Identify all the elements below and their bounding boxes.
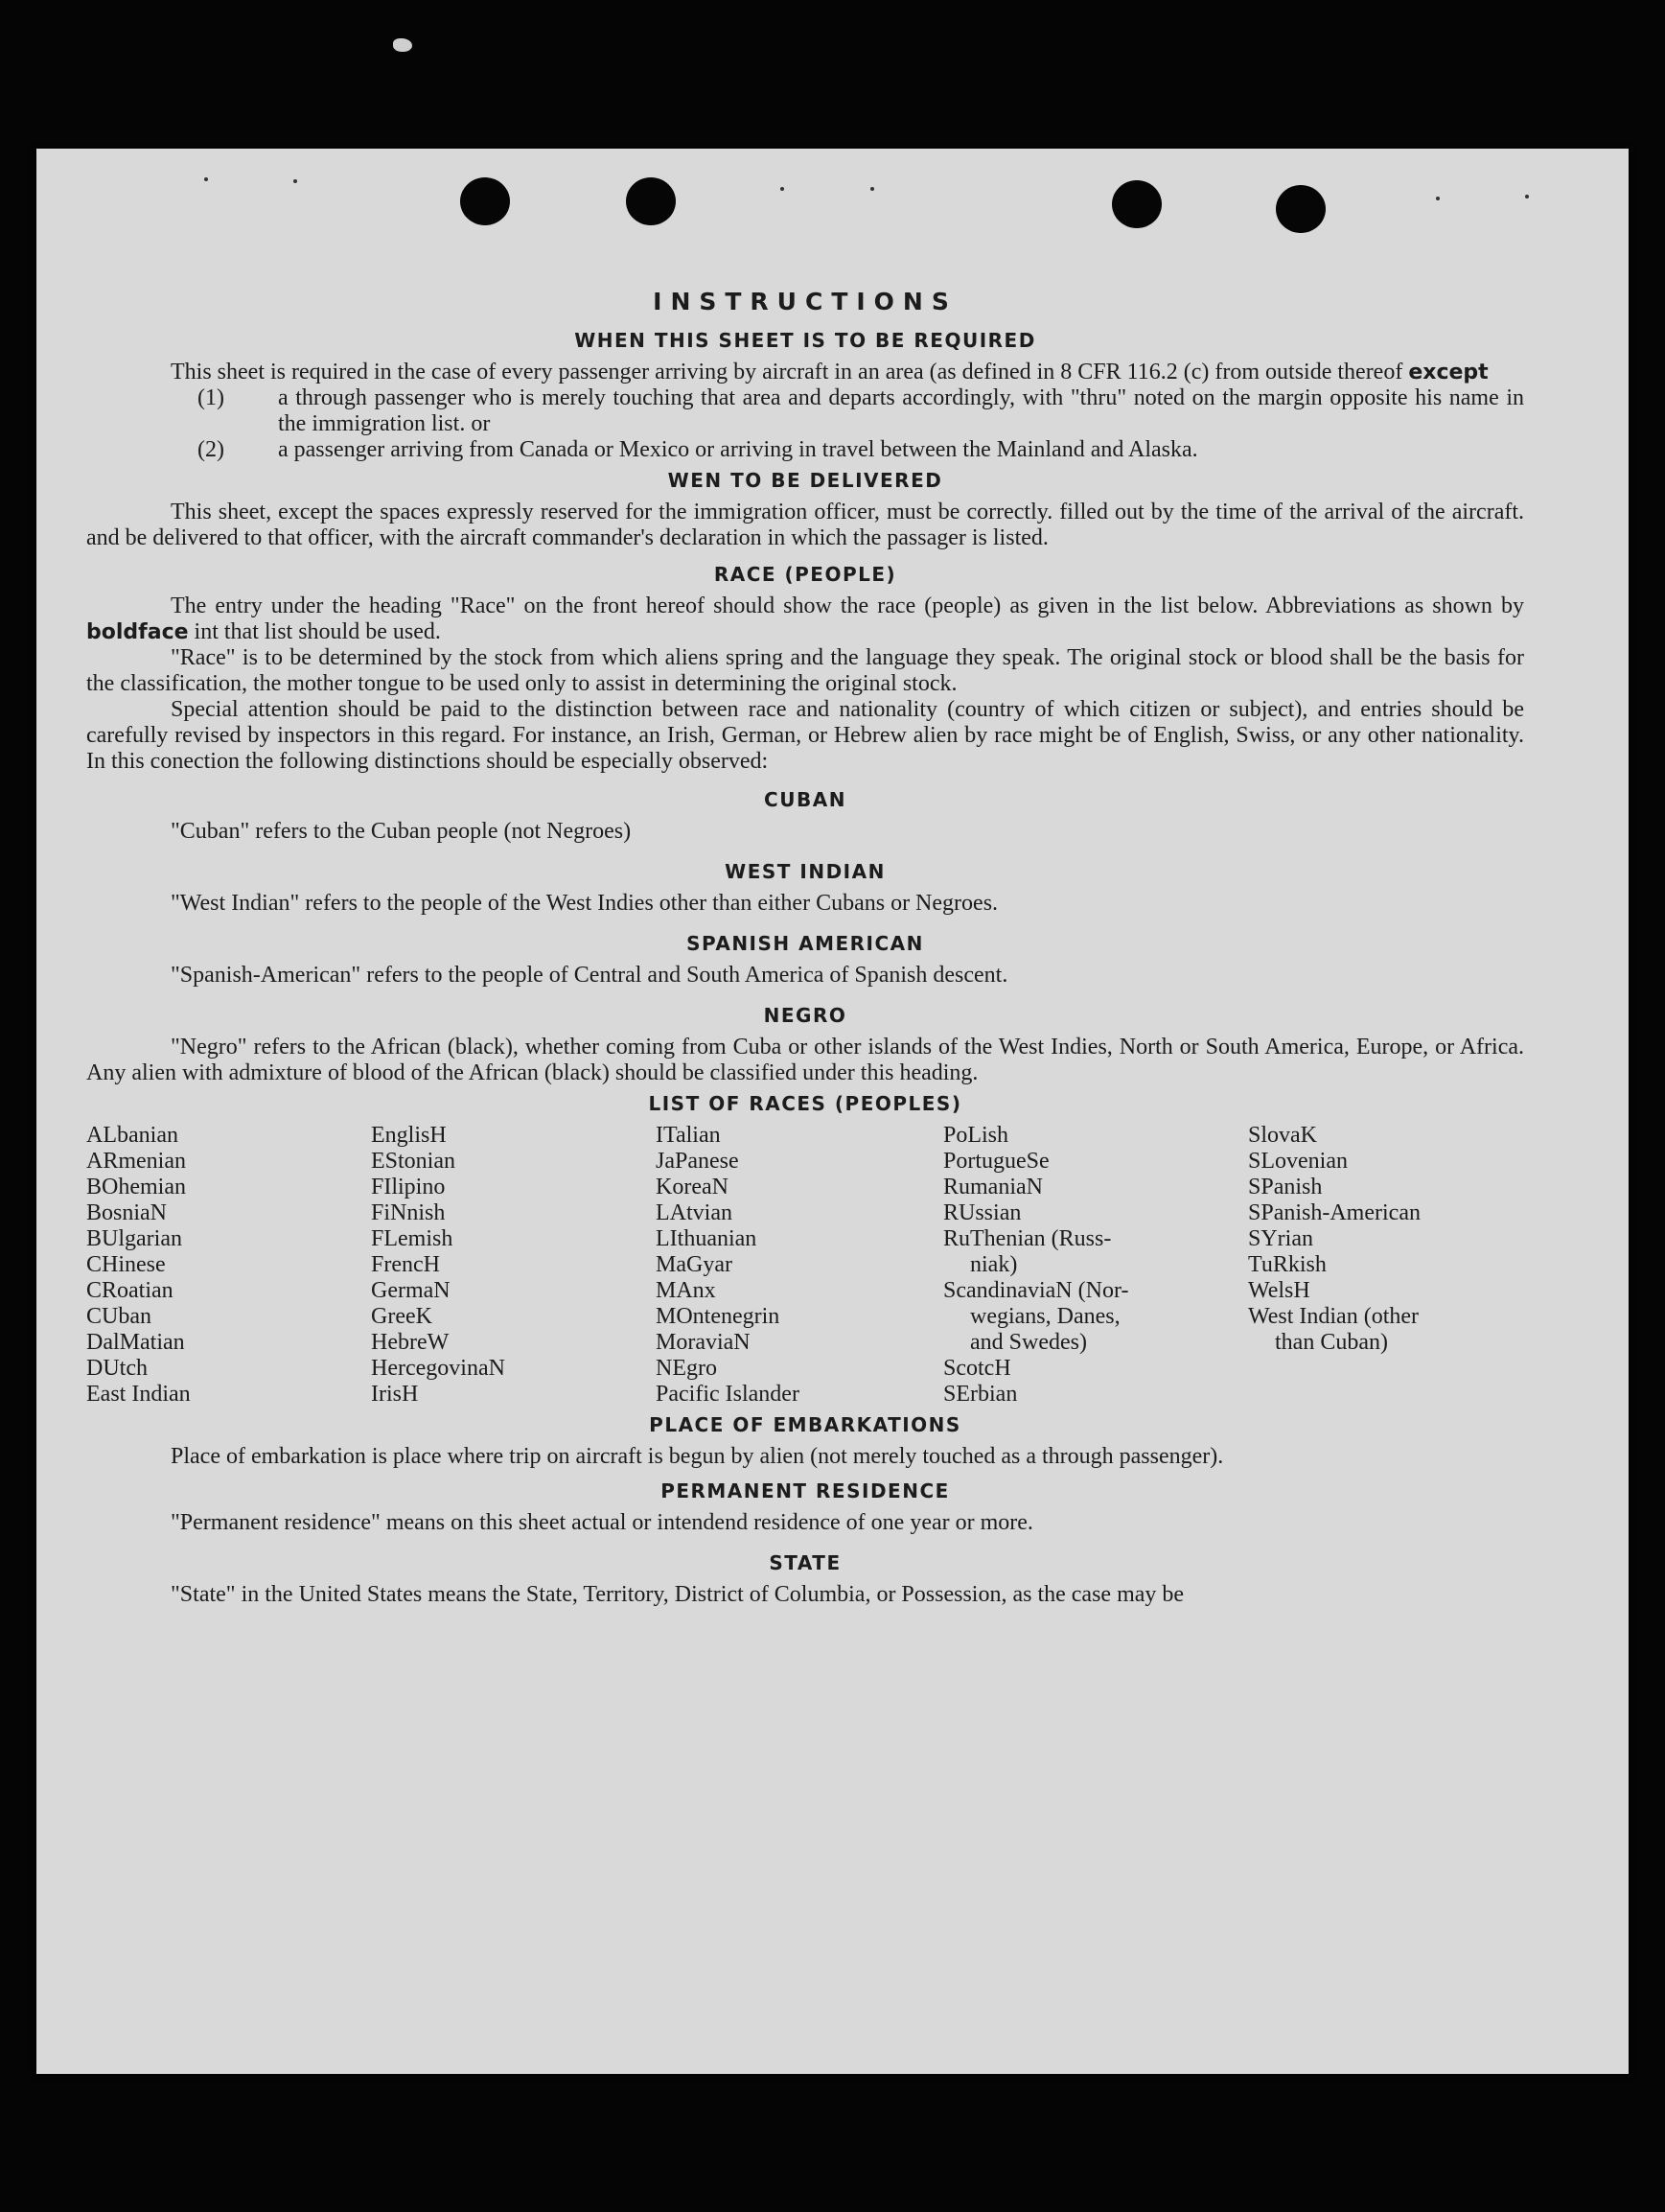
race-entry: SlovaK bbox=[1248, 1123, 1317, 1148]
race-entry: Pacific Islander bbox=[656, 1382, 799, 1407]
race-entry: RuThenian (Russ- bbox=[943, 1226, 1112, 1251]
paper-fleck bbox=[393, 38, 412, 52]
race-entry: RumaniaN bbox=[943, 1175, 1043, 1199]
race-entry: HercegovinaN bbox=[371, 1356, 505, 1381]
section-heading-residence: PERMANENT RESIDENCE bbox=[660, 1479, 950, 1502]
race-entry: LIthuanian bbox=[656, 1226, 757, 1251]
race-entry: CUban bbox=[86, 1304, 151, 1329]
section-heading-embarkation: PLACE OF EMBARKATIONS bbox=[649, 1413, 961, 1436]
race-entry: MaGyar bbox=[656, 1252, 732, 1277]
race-entry: KoreaN bbox=[656, 1175, 728, 1199]
race-entry: FIlipino bbox=[371, 1175, 446, 1199]
race-entry: MOntenegrin bbox=[656, 1304, 780, 1329]
cuban-text: "Cuban" refers to the Cuban people (not Negroes) bbox=[171, 819, 632, 844]
race-entry: PoLish bbox=[943, 1123, 1009, 1148]
race-entry: GreeK bbox=[371, 1304, 432, 1329]
state-text: "State" in the United States means the State, Territory, District of Columbia, or Possession, as the case may be bbox=[171, 1582, 1185, 1607]
race-column bbox=[943, 1123, 1248, 1408]
race-column bbox=[86, 1123, 371, 1408]
race-entry: HebreW bbox=[371, 1330, 450, 1355]
race-entry: SLovenian bbox=[1248, 1149, 1348, 1174]
spanish-american-text: "Spanish-American" refers to the people of Central and South America of Spanish descent. bbox=[171, 963, 1008, 988]
race-column bbox=[1248, 1123, 1497, 1408]
delivered-text: This sheet, except the spaces expressly reserved for the immigration officer, must be correctly. filled out by the time of the arrival of the aircraft. and be delivered to that officer, with the aircraft commander's declaration in which the passager is listed. bbox=[86, 500, 1524, 550]
instructions-content bbox=[86, 288, 1524, 1608]
race-entry: SErbian bbox=[943, 1382, 1018, 1407]
race-entry: GermaN bbox=[371, 1278, 451, 1303]
required-intro: This sheet is required in the case of every passenger arriving by aircraft in an area (as defined in 8 CFR 116.2 (c) from outside thereof except bbox=[171, 360, 1489, 384]
race-entry: DUtch bbox=[86, 1356, 148, 1381]
race-column bbox=[371, 1123, 656, 1408]
section-heading-west-indian: WEST INDIAN bbox=[725, 860, 886, 883]
race-entry: CRoatian bbox=[86, 1278, 173, 1303]
page-title: INSTRUCTIONS bbox=[653, 288, 958, 315]
race-entry: than Cuban) bbox=[1275, 1330, 1388, 1355]
race-entry: IrisH bbox=[371, 1382, 419, 1407]
speck bbox=[780, 187, 784, 191]
section-heading-race-list: LIST OF RACES (PEOPLES) bbox=[648, 1092, 962, 1115]
race-entry: LAtvian bbox=[656, 1200, 732, 1225]
exception-item: (1) a through passenger who is merely touching that area and departs accordingly, with "thru" noted on the margin opposite his name in the immigration list. or bbox=[197, 385, 1524, 436]
race-paragraph: The entry under the heading "Race" on the front hereof should show the race (people) as given in the list below. Abbreviations as shown by boldface int that list should be used. bbox=[86, 594, 1524, 644]
negro-text: "Negro" refers to the African (black), whether coming from Cuba or other islands of the West Indies, North or South America, Europe, or Africa. Any alien with admixture of blood of the African (black) should be classified under this heading. bbox=[86, 1035, 1524, 1085]
section-heading-negro: NEGRO bbox=[763, 1004, 847, 1027]
race-paragraph: Special attention should be paid to the distinction between race and nationality (country of which citizen or subject), and entries should be carefully revised by inspectors in this regard. For instance, an Irish, German, or Hebrew alien by race might be of English, Swiss, or any other nationality. In this conection the following distinctions should be especially observed: bbox=[86, 697, 1524, 774]
race-entry: West Indian (other bbox=[1248, 1304, 1420, 1329]
race-entry: TuRkish bbox=[1248, 1252, 1327, 1277]
race-entry: FiNnish bbox=[371, 1200, 446, 1225]
race-entry: ScotcH bbox=[943, 1356, 1011, 1381]
section-heading-spanish-american: SPANISH AMERICAN bbox=[686, 932, 924, 955]
residence-text: "Permanent residence" means on this sheet actual or intendend residence of one year or more. bbox=[171, 1510, 1033, 1535]
race-entry: ScandinaviaN (Nor- bbox=[943, 1278, 1129, 1303]
speck bbox=[1525, 195, 1529, 198]
race-entry: ITalian bbox=[656, 1123, 721, 1148]
race-entry: ARmenian bbox=[86, 1149, 186, 1174]
race-entry: BosniaN bbox=[86, 1200, 167, 1225]
west-indian-text: "West Indian" refers to the people of the West Indies other than either Cubans or Negroes. bbox=[171, 891, 999, 916]
race-entry: JaPanese bbox=[656, 1149, 739, 1174]
race-entry: ALbanian bbox=[86, 1123, 178, 1148]
race-entry: MoraviaN bbox=[656, 1330, 751, 1355]
section-heading-required: WHEN THIS SHEET IS TO BE REQUIRED bbox=[574, 329, 1036, 352]
punch-hole bbox=[1112, 180, 1162, 228]
race-entry: and Swedes) bbox=[970, 1330, 1087, 1355]
speck bbox=[293, 179, 297, 183]
race-entry: DalMatian bbox=[86, 1330, 185, 1355]
race-entry: SPanish-American bbox=[1248, 1200, 1421, 1225]
race-entry: EnglisH bbox=[371, 1123, 447, 1148]
section-heading-cuban: CUBAN bbox=[764, 788, 846, 811]
race-entry: WelsH bbox=[1248, 1278, 1310, 1303]
race-entry: SPanish bbox=[1248, 1175, 1323, 1199]
race-entry: EStonian bbox=[371, 1149, 455, 1174]
race-entry: NEgro bbox=[656, 1356, 717, 1381]
speck bbox=[870, 187, 874, 191]
punch-hole bbox=[1276, 185, 1326, 233]
exception-item: (2) a passenger arriving from Canada or Mexico or arriving in travel between the Mainland and Alaska. bbox=[197, 437, 1198, 462]
race-paragraph: "Race" is to be determined by the stock from which aliens spring and the language they speak. The original stock or blood shall be the basis for the classification, the mother tongue to be used only to assist in determining the original stock. bbox=[86, 645, 1524, 696]
race-list bbox=[86, 1123, 1524, 1408]
race-entry: FLemish bbox=[371, 1226, 453, 1251]
speck bbox=[204, 177, 208, 181]
section-heading-race: RACE (PEOPLE) bbox=[713, 563, 897, 586]
race-entry: BOhemian bbox=[86, 1175, 186, 1199]
race-entry: wegians, Danes, bbox=[970, 1304, 1121, 1329]
section-heading-state: STATE bbox=[769, 1551, 842, 1574]
embarkation-text: Place of embarkation is place where trip on aircraft is begun by alien (not merely touched as a through passenger). bbox=[171, 1444, 1224, 1469]
instruction-sheet bbox=[36, 149, 1629, 2074]
race-entry: niak) bbox=[970, 1252, 1018, 1277]
punch-hole bbox=[626, 177, 676, 225]
race-entry: CHinese bbox=[86, 1252, 166, 1277]
race-entry: PortugueSe bbox=[943, 1149, 1050, 1174]
race-entry: BUlgarian bbox=[86, 1226, 182, 1251]
race-entry: MAnx bbox=[656, 1278, 716, 1303]
section-heading-delivered: WEN TO BE DELIVERED bbox=[667, 469, 943, 492]
race-entry: SYrian bbox=[1248, 1226, 1313, 1251]
race-entry: East Indian bbox=[86, 1382, 191, 1407]
punch-hole bbox=[460, 177, 510, 225]
race-column bbox=[656, 1123, 943, 1408]
speck bbox=[1436, 197, 1440, 200]
except-keyword: except bbox=[1408, 361, 1489, 384]
race-entry: RUssian bbox=[943, 1200, 1022, 1225]
boldface-keyword: boldface bbox=[86, 620, 189, 644]
race-entry: FrencH bbox=[371, 1252, 440, 1277]
